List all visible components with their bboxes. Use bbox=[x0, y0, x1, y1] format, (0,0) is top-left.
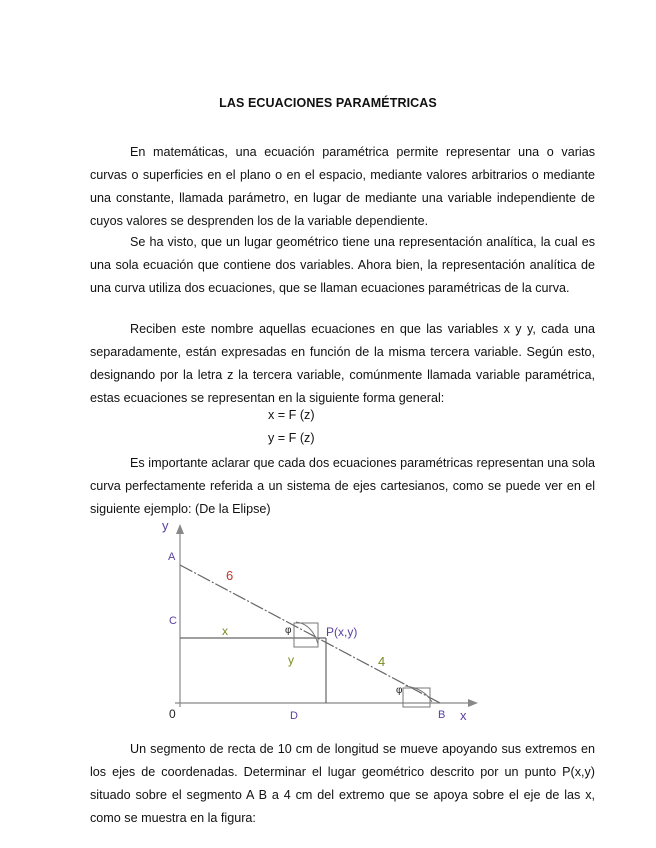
label-d: D bbox=[290, 710, 298, 722]
label-x-length: x bbox=[222, 624, 228, 638]
label-c: C bbox=[169, 615, 177, 627]
label-a: A bbox=[168, 551, 176, 563]
equation-x: x = F (z) bbox=[268, 408, 315, 422]
page-title: LAS ECUACIONES PARAMÉTRICAS bbox=[219, 96, 437, 110]
label-phi-b: φ bbox=[396, 685, 403, 696]
label-x-axis: x bbox=[460, 708, 467, 723]
label-y-length: y bbox=[288, 653, 294, 667]
paragraph-4: Es importante aclarar que cada dos ecuaciones paramétricas representan una sola curva perfectamente referida a un sistema de ejes cartesianos, como se puede ver en el siguiente ejemplo: (De la Elipse) bbox=[90, 456, 595, 516]
label-phi-p: φ bbox=[285, 625, 292, 636]
label-length-6: 6 bbox=[226, 568, 234, 583]
x-axis-arrow bbox=[468, 699, 478, 707]
paragraph-1: En matemáticas, una ecuación paramétrica permite representar una o varias curvas o superficies en el plano o en el espacio, mediante valores arbitrarios o mediante una constante, llamada parámetro, en lugar de mediante una variable independiente de cuyos valores se desprenden los de la variable dependiente. bbox=[90, 145, 595, 228]
label-p: P(x,y) bbox=[326, 625, 358, 639]
equation-y: y = F (z) bbox=[268, 431, 315, 445]
label-length-4: 4 bbox=[378, 654, 386, 669]
paragraph-5: Un segmento de recta de 10 cm de longitud se mueve apoyando sus extremos en los ejes de coordenadas. Determinar el lugar geométrico descrito por un punto P(x,y) situado sobre el segmento A B a 4 cm del extremo que se apoya sobre el eje de las x, como se muestra en la figura: bbox=[90, 742, 595, 825]
segment-ab bbox=[180, 565, 440, 703]
label-b: B bbox=[438, 709, 446, 721]
paragraph-3: Reciben este nombre aquellas ecuaciones en que las variables x y y, cada una separadamente, están expresadas en función de la misma tercera variable. Según esto, designando por la letra z la tercera variable, comúnmente llamada variable paramétrica, estas ecuaciones se representan en la siguiente forma general: bbox=[90, 322, 595, 405]
label-y-axis: y bbox=[162, 518, 169, 533]
paragraph-2: Se ha visto, que un lugar geométrico tiene una representación analítica, la cual es una sola ecuación que contiene dos variables. Ahora bien, la representación analítica de una curva utiliza dos ecuaciones, que se llaman ecuaciones paramétricas de la curva. bbox=[90, 235, 595, 295]
label-origin: 0 bbox=[169, 707, 176, 721]
y-axis-arrow bbox=[176, 524, 184, 534]
